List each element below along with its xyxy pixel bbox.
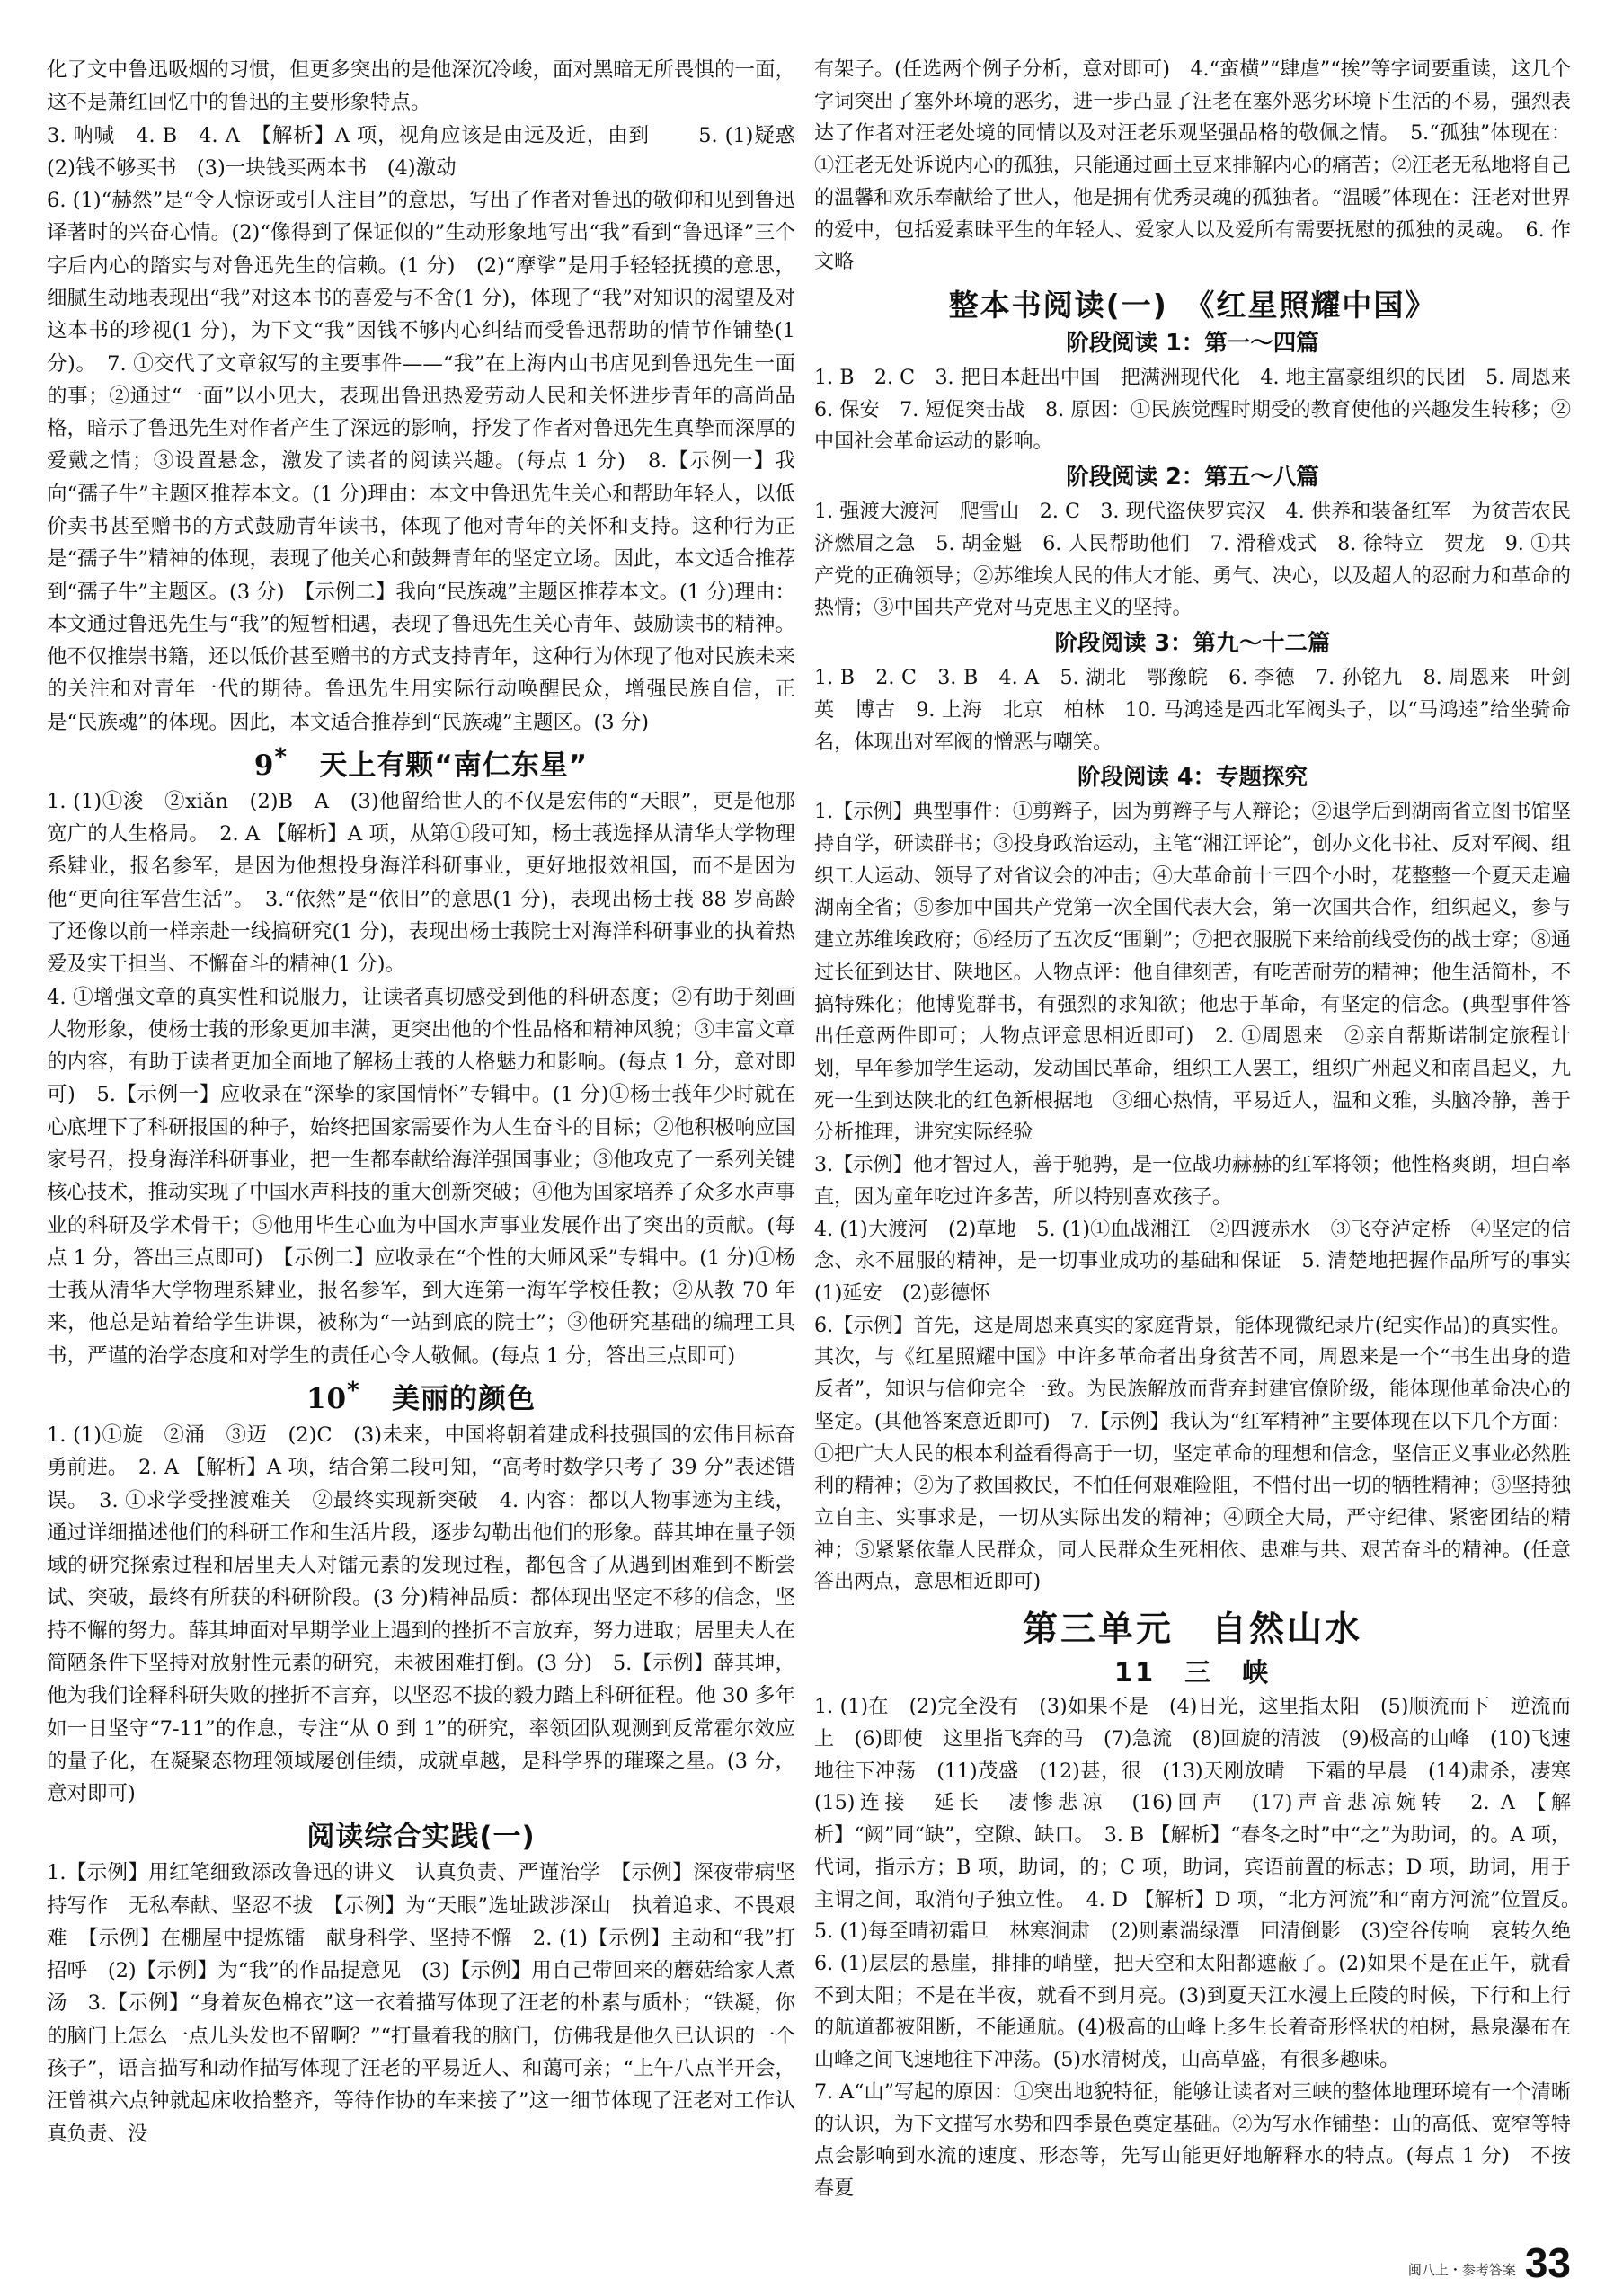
stage-2-title: 阶段阅读 2：第五～八篇	[1066, 464, 1319, 492]
right-column	[814, 54, 1592, 2205]
whole-book-title: 整本书阅读(一) 《红星照耀中国》	[948, 288, 1437, 324]
answer-text: 1.【示例】典型事件：①剪辫子，因为剪辫子与人辩论；②退学后到湖南省立图书馆坚持自学，研读群书；③投身政治运动，主笔“湘江评论”，创办文化书社、反对军阀、组织工人运动、领导了对省议会的冲击；④大革命前十三四个小时，花整整一个夏天走遍湖南全省；⑤参加中国共产党第一次全国代表大会，第一次国共合作，组织起义，参与建立苏维埃政府；⑥经历了五次反“围剿”；⑦把衣服脱下来给前线受伤的战士穿；⑧通过长征到达甘、陕地区。人物点评：他自律刻苦，有吃苦耐劳的精神；他生活简朴，不搞特殊化；他博览群书，有强烈的求知欲；他忠于革命，有坚定的信念。(典型事件答出任意两件即可；人物点评意思相近即可) 2. ①周恩来 ②亲自帮斯诺制定旅程计划，早年参加学生运动，发动国民革命，组织工人罢工，组织广州起义和南昌起义，九死一生到达陕北的红色新根据地 ③细心热情，平易近人，温和文雅，头脑冷静，善于分析推理，讲究实际经验 3.【示例】他才智过人，善于驰骋，是一位战功赫赫的红军将领；他性格爽朗，坦白率直，因为童年吃过许多苦，所以特别喜欢孩子。 4. (1)大渡河 (2)草地 5. (1)①血战湘江 ②四渡赤水 ③飞夺泸定桥 ④坚定的信念、永不屈服的精神，是一切事业成功的基础和保证 5. 清楚地把握作品所写的事实 (1)延安 (2)彭德怀 6.【示例】首先，这是周恩来真实的家庭背景，能体现微纪录片(纪实作品)的真实性。其次，与《红星照耀中国》中许多革命者出身贫苦不同，周恩来是一个“书生出身的造反者”，知识与信仰完全一致。为民族解放而背弃封建官僚阶级，能体现他革命决心的坚定。(其他答案意近即可) 7.【示例】我认为“红军精神”主要体现在以下几个方面：①把广大人民的根本利益看得高于一切，坚定革命的理想和信念，坚信正义事业必然胜利的精神；②为了救国救民，不怕任何艰难险阻，不惜付出一切的牺牲精神；③坚持独立自主、实事求是，一切从实际出发的精神；④顾全大局，严守纪律、紧密团结的精神；⑤紧紧依靠人民群众，同人民群众生死相依、患难与共、艰苦奋斗的精神。(任意答出两点，意思相近即可)	[814, 800, 1571, 1594]
answer-text: 1. (1)在 (2)完全没有 (3)如果不是 (4)日光，这里指太阳 (5)顺流而下 逆流而上 (6)即使 这里指飞奔的马 (7)急流 (8)回旋的清波 (9)极高的山峰 (10)飞速地往下冲荡 (11)茂盛 (12)甚，很 (13)天刚放晴 下霜的早晨 (14)肃杀，凄寒 (15)连接 延长 凄惨悲凉 (16)回声 (17)声音悲凉婉转 2. A 【解析】“阙”同“缺”，空隙、缺口。 3. B 【解析】“春冬之时”中“之”为助词，的。A 项，代词，指示方；B 项，助词，的；C 项，助词，宾语前置的标志；D 项，助词，用于主谓之间，取消句子独立性。 4. D 【解析】D 项，“北方河流”和“南方河流”位置反。 5. (1)每至晴初霜旦 林寒涧肃 (2)则素湍绿潭 回清倒影 (3)空谷传响 哀转久绝 6. (1)层层的悬崖，排排的峭壁，把天空和太阳都遮蔽了。(2)如果不是在正午，就看不到太阳；不是在半夜，就看不到月亮。(3)到夏天江水漫上丘陵的时候，下行和上行的航道都被阻断，不能通航。(4)极高的山峰上多生长着奇形怪状的柏树，悬泉瀑布在山峰之间飞速地往下冲荡。(5)水清树茂，山高草盛，有很多趣味。 7. A“山”写起的原因：①突出地貌特征，能够让读者对三峡的整体地理环境有一个清晰的认识，为下文描写水势和四季景色奠定基础。②为写水作铺垫：山的高低、宽窄等特点会影响到水流的速度、形态等，先写山能更好地解释水的特点。(每点 1 分) 不按春夏	[814, 1695, 1571, 2200]
answer-text: 1.【示例】用红笔细致添改鲁迅的讲义 认真负责、严谨治学 【示例】深夜带病坚持写作 无私奉献、坚忍不拔 【示例】为“天眼”选址跋涉深山 执着追求、不畏艰难 【示例】在棚屋中提炼镭 献身科学、坚持不懈 2. (1)【示例】主动和“我”打招呼 (2)【示例】为“我”的作品提意见 (3)【示例】用自己带回来的蘑菇给家人煮汤 3.【示例】“身着灰色棉衣”这一衣着描写体现了汪老的朴素与质朴；“铁凝，你的脑门上怎么一点儿头发也不留啊？”“打量着我的脑门，仿佛我是他久已认识的一个孩子”，语言描写和动作描写体现了汪老的平易近人、和蔼可亲；“上午八点半开会，汪曾祺六点钟就起床收拾整齐，等待作协的车来接了”这一细节体现了汪老对工作认真负责、没	[47, 1861, 796, 2146]
answer-text: 1. (1)①旋 ②涌 ③迈 (2)C (3)未来，中国将朝着建成科技强国的宏伟目标奋勇前进。 2. A 【解析】A 项，结合第二段可知，“高考时数学只考了 39 分”表述错误。 3. ①求学受挫渡难关 ②最终实现新突破 4. 内容：都以人物事迹为主线，通过详细描述他们的科研工作和生活片段，逐步勾勒出他们的形象。薛其坤在量子领域的研究探索过程和居里夫人对镭元素的发现过程，都包含了从遇到困难到不断尝试、突破，最终有所获的科研阶段。(3 分)精神品质：都体现出坚定不移的信念，坚持不懈的努力。薛其坤面对早期学业上遇到的挫折不言放弃，努力进取；居里夫人在简陋条件下坚持对放射性元素的研究，未被困难打倒。(3 分) 5.【示例】薛其坤，他为我们诠释科研失败的挫折不言弃，以坚忍不拔的毅力踏上科研征程。他 30 多年如一日坚守“7-11”的作息，专注“从 0 到 1”的研究，率领团队观测到反常霍尔效应的量子化，在凝聚态物理领域屡创佳绩，成就卓越，是科学界的璀璨之星。(3 分，意对即可)	[47, 1423, 795, 1806]
answer-text: 有架子。(任选两个例子分析，意对即可) 4.“蛮横”“肆虐”“挨”等字词要重读，这几个字词突出了塞外环境的恶劣，进一步凸显了汪老在塞外恶劣环境下生活的不易，强烈表达了作者对汪老处境的同情以及对汪老乐观坚强品格的敬佩之情。 5.“孤独”体现在：①汪老无处诉说内心的孤独，只能通过画土豆来排解内心的痛苦；②汪老无私地将自己的温馨和欢乐奉献给了世人，他是拥有优秀灵魂的孤独者。“温暖”体现在：汪老对世界的爱中，包括爱素昧平生的年轻人、爱家人以及爱所有需要抚慰的孤独的灵魂。 6. 作文略	[814, 58, 1571, 274]
lesson-11-title: 11 三 峡	[1113, 1657, 1272, 1689]
unit-3-title: 第三单元 自然山水	[1022, 1609, 1362, 1651]
answer-text: 1. (1)①浚 ②xiǎn (2)B A (3)他留给世人的不仅是宏伟的“天眼”，更是他那宽广的人生格局。 2. A 【解析】A 项，从第①段可知，杨士莪选择从清华大学物理系肄业，报名参军，是因为他想投身海洋科研事业，更好地报效祖国，而不是因为他“更向往军营生活”。 3.“依然”是“依旧”的意思(1 分)，表现出杨士莪 88 岁高龄了还像以前一样亲赴一线搞研究(1 分)，表现出杨士莪院士对海洋科研事业的执着热爱及实干担当、不懈奋斗的精神(1 分)。 4. ①增强文章的真实性和说服力，让读者真切感受到他的科研态度；②有助于刻画人物形象，使杨士莪的形象更加丰满，更突出他的个性品格和精神风貌；③丰富文章的内容，有助于读者更加全面地了解杨士莪的人格魅力和影响。(每点 1 分，意对即可) 5.【示例一】应收录在“深挚的家国情怀”专辑中。(1 分)①杨士莪年少时就在心底埋下了科研报国的种子，始终把国家需要作为人生奋斗的目标；②他积极响应国家号召，投身海洋科研事业，把一生都奉献给海洋强国事业；③他攻克了一系列关键核心技术，推动实现了中国水声科技的重大创新突破；④他为国家培养了众多水声事业的科研及学术骨干；⑤他用毕生心血为中国水声事业发展作出了突出的贡献。(每点 1 分，答出三点即可) 【示例二】应收录在“个性的大师风采”专辑中。(1 分)①杨士莪从清华大学物理系肄业，报名参军，到大连第一海军学校任教；②从教 70 年来，他总是站着给学生讲课，被称为“一站到底的院士”；③他研究基础的编理工具书，严谨的治学态度和对学生的责任心令人敬佩。(每点 1 分，答出三点即可)	[47, 789, 795, 1368]
footer-label: 闽八上・参考答案	[1407, 2262, 1516, 2278]
answer-text: 化了文中鲁迅吸烟的习惯，但更多突出的是他深沉冷峻，面对黑暗无所畏惧的一面，这不是萧红回忆中的鲁迅的主要形象特点。 3. 呐喊 4. B 4. A 【解析】A 项，视角应该是由远及近，由到 5. (1)疑惑 (2)钱不够买书 (3)一块钱买两本书 (4)激动 6. (1)“赫然”是“令人惊讶或引人注目”的意思，写出了作者对鲁迅的敬仰和见到鲁迅译著时的兴奋心情。(2)“像得到了保证似的”生动形象地写出“我”看到“鲁迅译”三个字后内心的踏实与对鲁迅先生的信赖。(1 分) (2)“摩挲”是用手轻轻抚摸的意思，细腻生动地表现出“我”对这本书的喜爱与不舍(1 分)，体现了“我”对知识的渴望及对这本书的珍视(1 分)，为下文“我”因钱不够内心纠结而受鲁迅帮助的情节作铺垫(1 分)。 7. ①交代了文章叙写的主要事件——“我”在上海内山书店见到鲁迅先生一面的事；②通过“一面”以小见大，表现出鲁迅热爱劳动人民和关怀进步青年的高尚品格，暗示了鲁迅先生对作者产生了深远的影响，抒发了作者对鲁迅先生真挚而深厚的爱戴之情；③设置悬念，激发了读者的阅读兴趣。(每点 1 分) 8.【示例一】我向“孺子牛”主题区推荐本文。(1 分)理由：本文中鲁迅先生关心和帮助年轻人，以低价卖书甚至赠书的方式鼓励青年读书，体现了他对青年的关怀和支持。这种行为正是“孺子牛”精神的体现，表现了他关心和鼓舞青年的坚定立场。因此，本文适合推荐到“孺子牛”主题区。(3 分) 【示例二】我向“民族魂”主题区推荐本文。(1 分)理由：本文通过鲁迅先生与“我”的短暂相遇，表现了鲁迅先生关心青年、鼓励读书的精神。他不仅推崇书籍，还以低价甚至赠书的方式支持青年，这种行为体现了他对民族未来的关注和对青年一代的期待。鲁迅先生用实际行动唤醒民众，增强民族自信，正是“民族魂”的体现。因此，本文适合推荐到“民族魂”主题区。(3 分)	[47, 58, 796, 734]
lesson-9-title: 9* 天上有颗“南仁东星”	[253, 743, 589, 782]
answer-text: 1. 强渡大渡河 爬雪山 2. C 3. 现代盗侠罗宾汉 4. 供养和装备红军 为贫苦农民济燃眉之急 5. 胡金魁 6. 人民帮助他们 7. 滑稽戏式 8. 徐特立 贺龙 9. ①共产党的正确领导；②苏维埃人民的伟大才能、勇气、决心，以及超人的忍耐力和革命的热情；③中国共产党对马克思主义的坚持。	[814, 500, 1571, 620]
answer-text: 1. B 2. C 3. B 4. A 5. 湖北 鄂豫皖 6. 李德 7. 孙铭九 8. 周恩来 叶剑英 博古 9. 上海 北京 柏林 10. 马鸿逵是西北军阀头子，以“马鸿逵”给坐骑命名，体现出对军阀的憎恶与嘲笑。	[814, 666, 1571, 754]
stage-3-title: 阶段阅读 3：第九～十二篇	[1054, 630, 1331, 658]
stage-1-title: 阶段阅读 1：第一～四篇	[1066, 330, 1319, 358]
stage-4-title: 阶段阅读 4：专题探究	[1077, 764, 1308, 792]
lesson-10-title: 10* 美丽的颜色	[306, 1377, 537, 1415]
left-column	[47, 54, 795, 2150]
page-number: 33	[1524, 2239, 1571, 2286]
page-footer	[1407, 2239, 1571, 2286]
reading-practice-title: 阅读综合实践(一)	[306, 1821, 536, 1854]
answer-text: 1. B 2. C 3. 把日本赶出中国 把满洲现代化 4. 地主富豪组织的民团 5. 周恩来 6. 保安 7. 短促突击战 8. 原因：①民族觉醒时期受的教育使他的兴趣发生转移；②中国社会革命运动的影响。	[814, 366, 1592, 454]
